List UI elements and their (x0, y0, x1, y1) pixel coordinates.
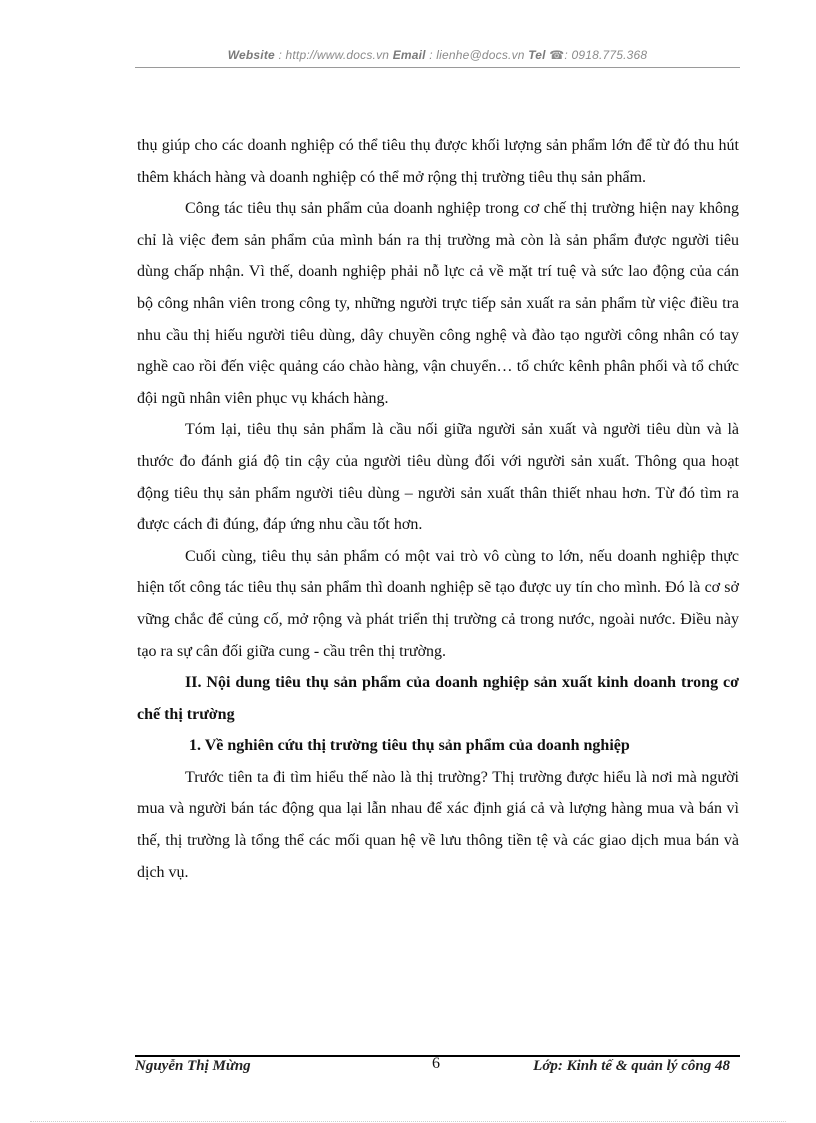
paragraph-2: Công tác tiêu thụ sản phẩm của doanh nghiệp trong cơ chế thị trường hiện nay không chỉ là việc đem sản phẩm của mình bán ra thị trường mà còn là sản phẩm được người tiêu dùng chấp nhận. Vì thế, doanh nghiệp phải nỗ lực cả về mặt trí tuệ và sức lao động của cán bộ công nhân viên trong công ty, những người trực tiếp sản xuất ra sản phẩm từ việc điều tra nhu cầu thị hiếu người tiêu dùng, dây chuyền công nghệ và đào tạo người công nhân có tay nghề cao rồi đến việc quảng cáo chào hàng, vận chuyển… tổ chức kênh phân phối và tổ chức đội ngũ nhân viên phục vụ khách hàng. (137, 200, 739, 407)
footer-author: Nguyễn Thị Mừng (135, 1058, 251, 1074)
subsection-heading-1: 1. Về nghiên cứu thị trường tiêu thụ sản phẩm của doanh nghiệp (189, 737, 630, 755)
header-divider (135, 67, 740, 68)
tel-label: Tel (528, 48, 546, 62)
paragraph-4: Cuối cùng, tiêu thụ sản phẩm có một vai trò vô cùng to lớn, nếu doanh nghiệp thực hiện tốt công tác tiêu thụ sản phẩm thì doanh nghiệp sẽ tạo được uy tín cho mình. Đó là cơ sở vững chắc để củng cố, mở rộng và phát triển thị trường cả trong nước, ngoài nước. Điều này tạo ra sự cân đối giữa cung - cầu trên thị trường. (137, 547, 739, 660)
phone-icon: ☎ (549, 48, 565, 62)
email-value: : lienhe@docs.vn (425, 48, 529, 62)
page-bottom-border (30, 1121, 786, 1122)
document-body (137, 130, 739, 888)
email-label: Email (392, 48, 426, 62)
paragraph-3: Tóm lại, tiêu thụ sản phẩm là cầu nối giữa người sản xuất và người tiêu dùn và là thước đo đánh giá độ tin cậy của người tiêu dùng đối với người sản xuất. Thông qua hoạt động tiêu thụ sản phẩm người tiêu dùng – người sản xuất thân thiết nhau hơn. Từ đó tìm ra được cách đi đúng, đáp ứng nhu cầu tốt hơn. (137, 421, 739, 534)
tel-value: : 0918.775.368 (564, 48, 648, 62)
page-number: 6 (432, 1056, 440, 1072)
page-header (135, 48, 740, 62)
paragraph-1: thụ giúp cho các doanh nghiệp có thể tiêu thụ được khối lượng sản phẩm lớn để từ đó thu hút thêm khách hàng và doanh nghiệp có thể mở rộng thị trường tiêu thụ sản phẩm. (137, 137, 739, 186)
section-heading-ii: II. Nội dung tiêu thụ sản phẩm của doanh nghiệp sản xuất kinh doanh trong cơ chế thị trường (137, 674, 739, 723)
footer-class-info: Lớp: Kinh tế & quản lý công 48 (533, 1058, 730, 1074)
page-footer (135, 1056, 740, 1074)
paragraph-5: Trước tiên ta đi tìm hiểu thế nào là thị trường? Thị trường được hiểu là nơi mà người mua và người bán tác động qua lại lẫn nhau để xác định giá cả và lượng hàng mua và bán vì thế, thị trường là tổng thể các mối quan hệ về lưu thông tiền tệ và các giao dịch mua bán và dịch vụ. (137, 768, 739, 881)
website-label: Website (227, 48, 275, 62)
website-value: : http://www.docs.vn (274, 48, 393, 62)
